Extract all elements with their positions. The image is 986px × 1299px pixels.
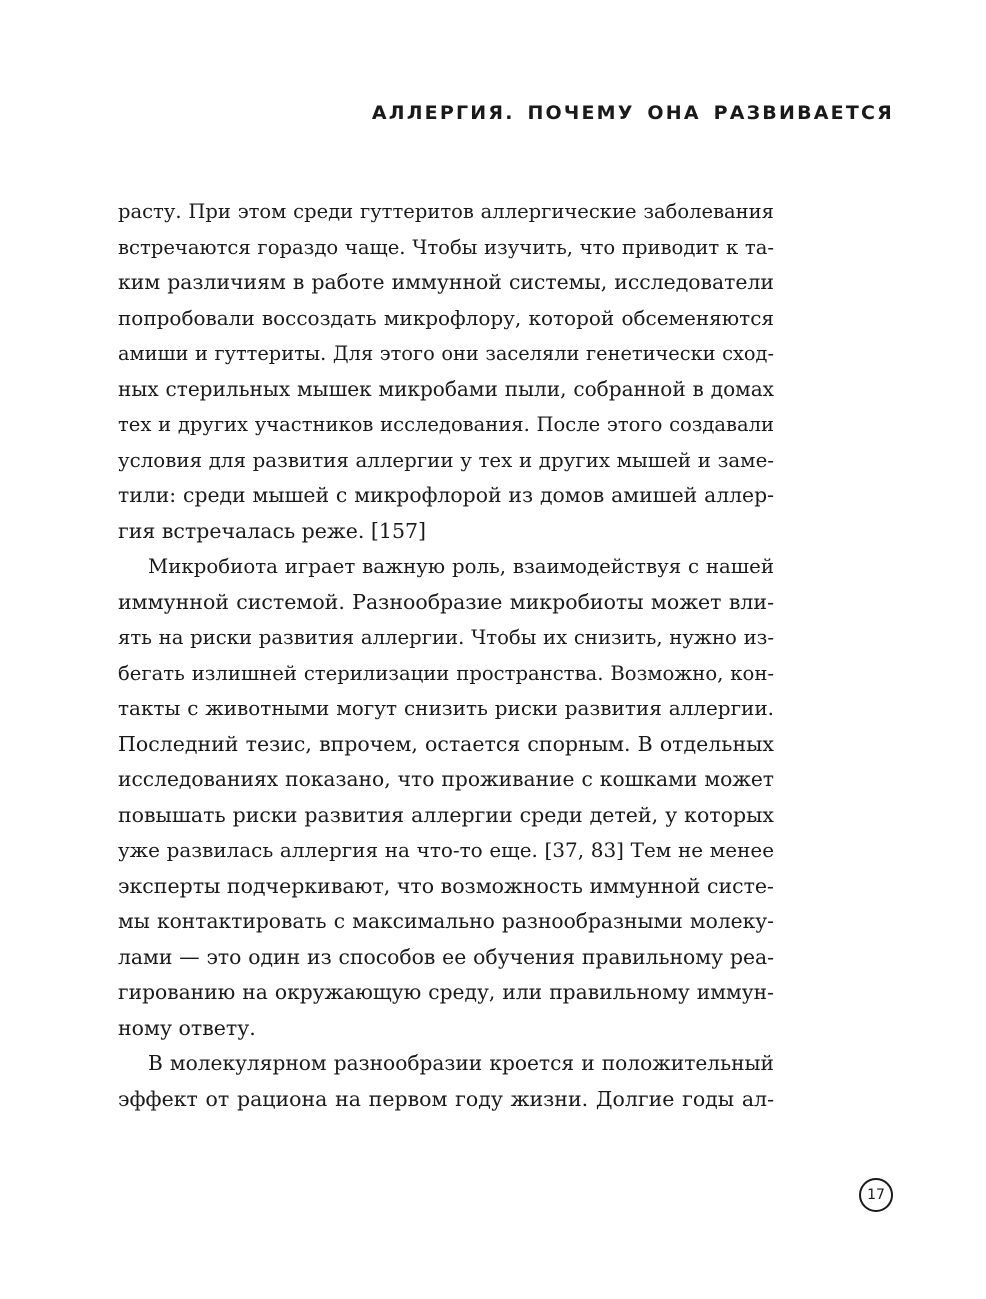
text-line: ному ответу. (118, 1015, 256, 1040)
text-line: В молекулярном разнообразии кроется и положительный (148, 1051, 774, 1075)
text-line: такты с животными могут снизить риски развития аллергии. (118, 696, 774, 720)
text-line: уже развилась аллергия на что-то еще. [37, 83] Тем не менее (118, 838, 774, 862)
text-line: гия встречалась реже. [157] (118, 518, 427, 543)
text-line: тили: среди мышей с микрофлорой из домов амишей аллер- (118, 483, 774, 507)
paragraph-3 (118, 1046, 774, 1117)
text-line: попробовали воссоздать микрофлору, которой обсеменяются (118, 305, 774, 330)
text-line: ять на риски развития аллергии. Чтобы их снизить, нужно из- (118, 626, 774, 649)
running-header: АЛЛЕРГИЯ. ПОЧЕМУ ОНА РАЗВИВАЕТСЯ (371, 102, 894, 124)
text-line: встречаются гораздо чаще. Чтобы изучить, что приводит к та- (118, 235, 774, 259)
paragraph-1 (118, 194, 774, 549)
text-line: Последний тезис, впрочем, остается спорным. В отдельных (118, 731, 774, 756)
text-line: эффект от рациона на первом году жизни. Долгие годы ал- (118, 1086, 774, 1111)
text-line: гированию на окружающую среду, или правильному иммун- (118, 980, 774, 1004)
text-line: эксперты подчеркивают, что возможность иммунной систе- (118, 873, 774, 898)
text-line: тех и других участников исследования. После этого создавали (118, 413, 774, 436)
text-line: повышать риски развития аллергии среди детей, у которых (118, 802, 774, 827)
text-line: Микробиота играет важную роль, взаимодействуя с нашей (148, 555, 774, 578)
body-text (118, 194, 774, 1117)
text-line: мы контактировать с максимально разнообразными молеку- (118, 909, 774, 933)
text-line: условия для развития аллергии у тех и других мышей и заме- (118, 448, 774, 472)
text-line: ных стерильных мышек микробами пыли, собранной в домах (118, 376, 774, 401)
paragraph-2 (118, 549, 774, 1046)
text-line: амиши и гуттериты. Для этого они заселяли генетически сход- (118, 342, 774, 365)
text-line: расту. При этом среди гуттеритов аллергические заболевания (118, 200, 774, 223)
page-number: 17 (859, 1178, 893, 1212)
text-line: ким различиям в работе иммунной системы, исследователи (118, 270, 774, 294)
text-line: лами — это один из способов ее обучения правильному реа- (118, 944, 774, 969)
text-line: бегать излишней стерилизации пространства. Возможно, кон- (118, 661, 774, 685)
text-line: иммунной системой. Разнообразие микробиоты может вли- (118, 589, 774, 614)
text-line: исследованиях показано, что проживание с кошками может (118, 767, 774, 791)
